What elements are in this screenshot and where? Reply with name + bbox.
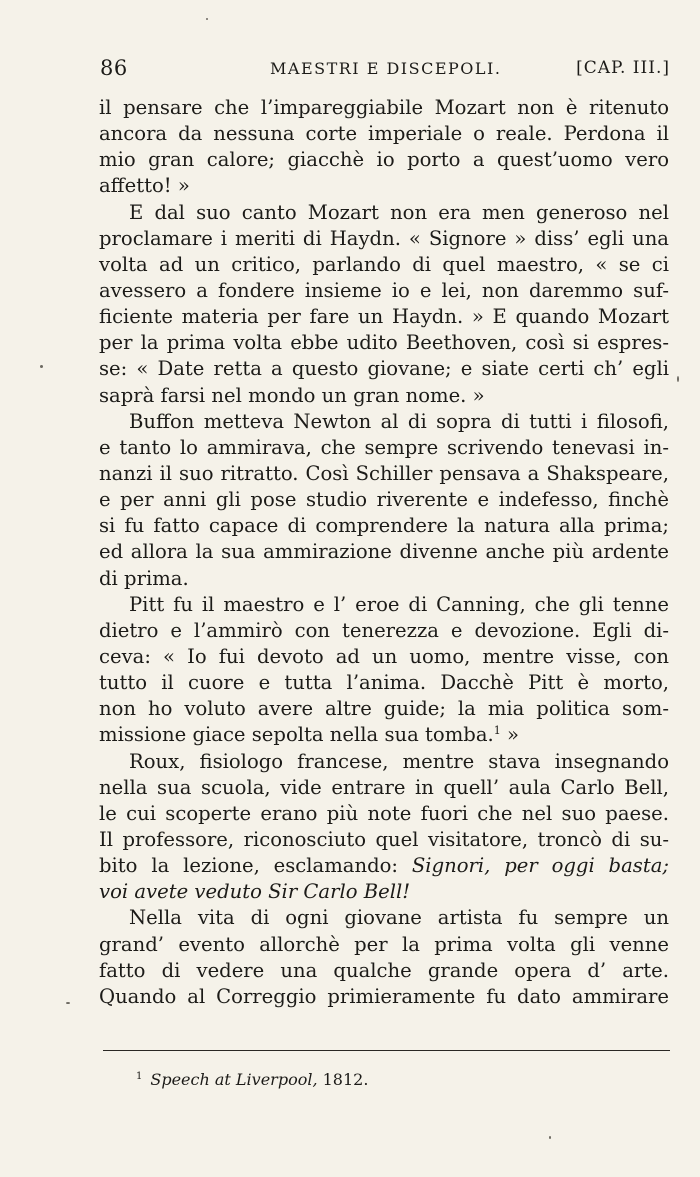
text-line: le cui scoperte erano più note fuori che nel suo paese. <box>99 801 669 825</box>
text-run: » <box>500 723 519 747</box>
footnote-source: Speech at Liverpool, <box>150 1070 318 1089</box>
paper-speck <box>66 1002 70 1004</box>
text-line: voi avete veduto Sir Carlo Bell! <box>99 880 411 904</box>
paragraph <box>99 749 669 906</box>
text-line: volta ad un critico, parlando di quel maestro, « se ci <box>99 252 669 276</box>
italic-quote: Signori, per oggi basta; <box>411 854 669 878</box>
text-line: per la prima volta ebbe udito Beethoven, così si espres- <box>99 331 669 355</box>
text-line: se: « Date retta a questo giovane; e siate certi ch’ egli <box>99 357 669 381</box>
text-line: Nella vita di ogni giovane artista fu sempre un <box>129 906 669 930</box>
paper-speck <box>206 18 208 20</box>
text-line: non ho voluto avere altre guide; la mia politica som- <box>99 697 669 721</box>
paper-speck <box>549 1136 551 1139</box>
paper-speck <box>677 376 679 382</box>
footnote-year: 1812. <box>317 1070 369 1089</box>
paragraph <box>99 409 669 592</box>
text-line: Roux, fisiologo francese, mentre stava insegnando <box>129 749 669 773</box>
text-line: Buffon metteva Newton al di sopra di tutti i filosofi, <box>129 409 669 433</box>
text-line: ancora da nessuna corte imperiale o reale. Perdona il <box>99 122 669 146</box>
text-line: grand’ evento allorchè per la prima volta gli venne <box>99 932 669 956</box>
text-line: Il professore, riconosciuto quel visitatore, troncò di su- <box>99 827 669 851</box>
text-line: tutto il cuore e tutta l’anima. Dacchè Pitt è morto, <box>99 671 669 695</box>
text-line: mio gran calore; giacchè io porto a quest’uomo vero <box>99 148 669 172</box>
text-line: dietro e l’ammirò con tenerezza e devozione. Egli di- <box>99 618 669 642</box>
text-line: fatto di vedere una qualche grande opera d’ arte. <box>99 958 669 982</box>
text-line: si fu fatto capace di comprendere la natura alla prima; <box>99 514 669 538</box>
text-line: e per anni gli pose studio riverente e indefesso, finchè <box>99 488 669 512</box>
paragraph <box>99 592 669 749</box>
text-line: il pensare che l’impareggiabile Mozart non è ritenuto <box>99 96 669 119</box>
running-header <box>100 56 670 86</box>
text-line: proclamare i meriti di Haydn. « Signore » diss’ egli una <box>99 226 669 250</box>
text-line: di prima. <box>99 566 189 590</box>
text-run: bito la lezione, esclamando: <box>99 854 412 878</box>
footnote-ref: 1 <box>493 724 501 738</box>
text-line: Quando al Correggio primieramente fu dato ammirare <box>99 984 669 1008</box>
paragraph <box>99 905 669 1010</box>
text-line: E dal suo canto Mozart non era men generoso nel <box>129 200 669 224</box>
running-title: MAESTRI E DISCEPOLI. <box>270 59 502 78</box>
text-line <box>99 722 669 748</box>
text-line: ficiente materia per fare un Haydn. » E quando Mozart <box>99 305 669 329</box>
body-text <box>99 95 669 1010</box>
page-number: 86 <box>100 56 128 80</box>
text-line: Pitt fu il maestro e l’ eroe di Canning, che gli tenne <box>129 592 669 616</box>
chapter-label: [CAP. III.] <box>576 58 670 78</box>
text-line: ed allora la sua ammirazione divenne anche più ardente <box>99 540 669 564</box>
text-line: e tanto lo ammirava, che sempre scrivendo tenevasi in- <box>99 435 669 459</box>
text-line: nanzi il suo ritratto. Così Schiller pensava a Shakspeare, <box>99 461 669 485</box>
text-line: avessero a fondere insieme io e lei, non daremmo suf- <box>99 278 669 302</box>
text-line <box>99 853 669 879</box>
text-run: missione giace sepolta nella sua tomba. <box>99 723 494 747</box>
text-line: saprà farsi nel mondo un gran nome. » <box>99 383 485 407</box>
footnote-marker: 1 <box>136 1071 143 1082</box>
text-line: affetto! » <box>99 174 190 198</box>
text-line: nella sua scuola, vide entrare in quell’ aula Carlo Bell, <box>99 775 669 799</box>
paper-speck <box>40 365 43 368</box>
paragraph <box>99 200 669 409</box>
footnote <box>136 1070 368 1089</box>
footnote-divider <box>103 1050 670 1051</box>
paragraph <box>99 95 669 200</box>
text-line: ceva: « Io fui devoto ad un uomo, mentre visse, con <box>99 644 669 668</box>
